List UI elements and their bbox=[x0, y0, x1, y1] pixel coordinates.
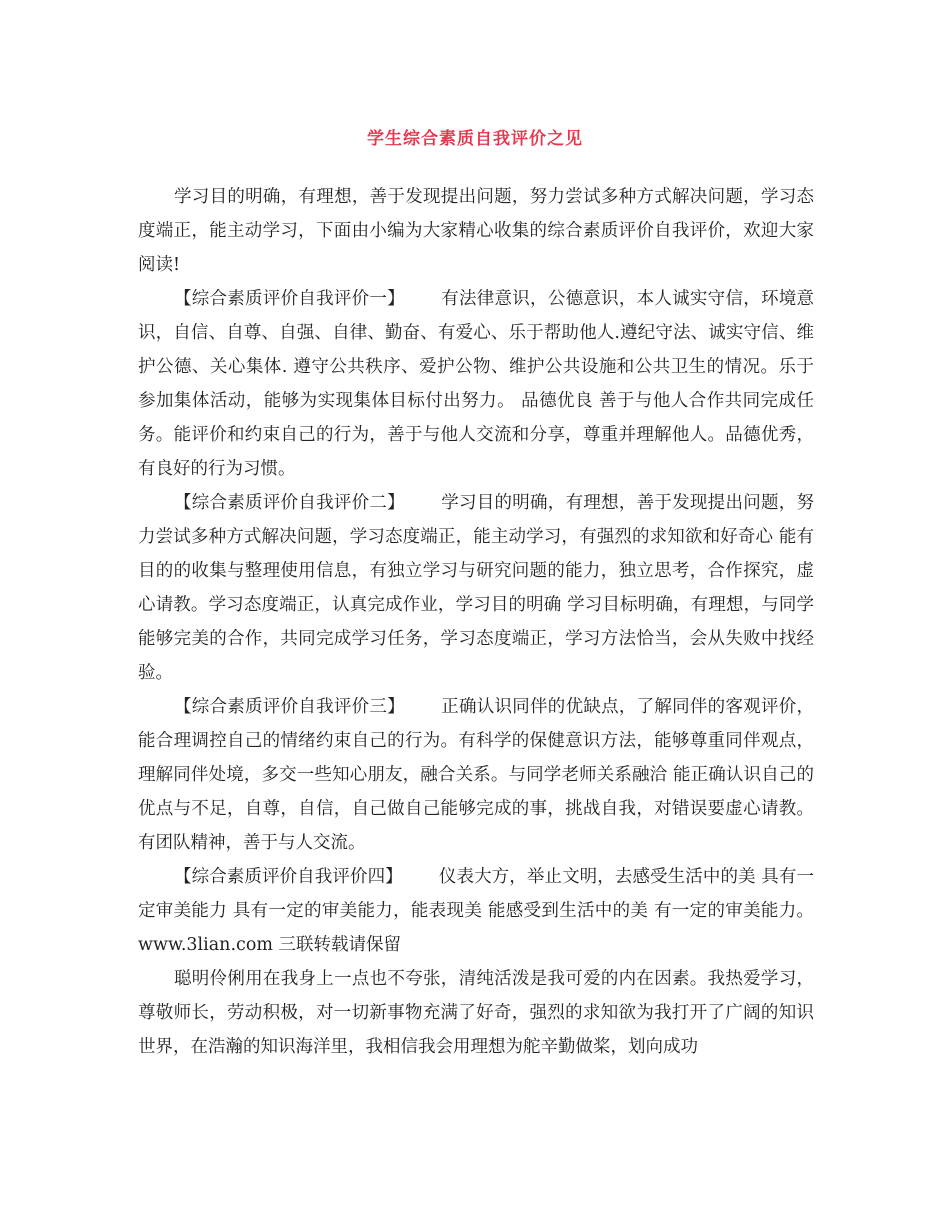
section-4-paragraph bbox=[138, 860, 814, 962]
section-3-heading: 【综合素质评价自我评价三】 bbox=[174, 697, 405, 717]
document-body bbox=[138, 180, 814, 1064]
section-3-text: 正确认识同伴的优缺点，了解同伴的客观评价，能合理调控自己的情绪约束自己的行为。有科学的保健意识方法，能够尊重同伴观点，理解同伴处境，多交一些知心朋友，融合关系。与同学老师关系融洽 能正确认识自己的优点与不足，自尊，自信，自己做自己能够完成的事，挑战自我，对错误要虚心请教。有团队精神，善于与人交流。 bbox=[138, 697, 815, 853]
section-2-text: 学习目的明确，有理想，善于发现提出问题，努力尝试多种方式解决问题，学习态度端正，能主动学习，有强烈的求知欲和好奇心 能有目的的收集与整理使用信息，有独立学习与研究问题的能力，独立思考，合作探究，虚心请教。学习态度端正，认真完成作业，学习目的明确 学习目标明确，有理想，与同学能够完美的合作，共同完成学习任务，学习态度端正，学习方法恰当，会从失败中找经验。 bbox=[138, 493, 815, 683]
section-2-paragraph bbox=[138, 486, 814, 690]
section-1-heading: 【综合素质评价自我评价一】 bbox=[174, 289, 405, 309]
section-4-text: 仪表大方，举止文明，去感受生活中的美 具有一定审美能力 具有一定的审美能力，能表现美 能感受到生活中的美 有一定的审美能力。www.3lian.com 三联转载请保留 bbox=[138, 867, 815, 955]
intro-paragraph: 学习目的明确，有理想，善于发现提出问题，努力尝试多种方式解决问题，学习态度端正，能主动学习，下面由小编为大家精心收集的综合素质评价自我评价，欢迎大家阅读! bbox=[138, 187, 814, 275]
closing-paragraph: 聪明伶俐用在我身上一点也不夸张，清纯活泼是我可爱的内在因素。我热爱学习，尊敬师长，劳动积极，对一切新事物充满了好奇，强烈的求知欲为我打开了广阔的知识世界，在浩瀚的知识海洋里，我相信我会用理想为舵辛勤做桨，划向成功 bbox=[138, 969, 814, 1057]
section-4-heading: 【综合素质评价自我评价四】 bbox=[174, 867, 403, 887]
section-2-heading: 【综合素质评价自我评价二】 bbox=[174, 493, 405, 513]
section-3-paragraph bbox=[138, 690, 814, 860]
document-title: 学生综合素质自我评价之见 bbox=[367, 129, 583, 149]
section-1-paragraph bbox=[138, 282, 814, 486]
section-1-text: 有法律意识，公德意识，本人诚实守信，环境意识，自信、自尊、自强、自律、勤奋、有爱心、乐于帮助他人.遵纪守法、诚实守信、维护公德、关心集体. 遵守公共秩序、爱护公物、维护公共设施和公共卫生的情况。乐于参加集体活动，能够为实现集体目标付出努力。 品德优良 善于与他人合作共同完成任务。能评价和约束自己的行为，善于与他人交流和分享，尊重并理解他人。品德优秀，有良好的行为习惯。 bbox=[138, 289, 815, 479]
